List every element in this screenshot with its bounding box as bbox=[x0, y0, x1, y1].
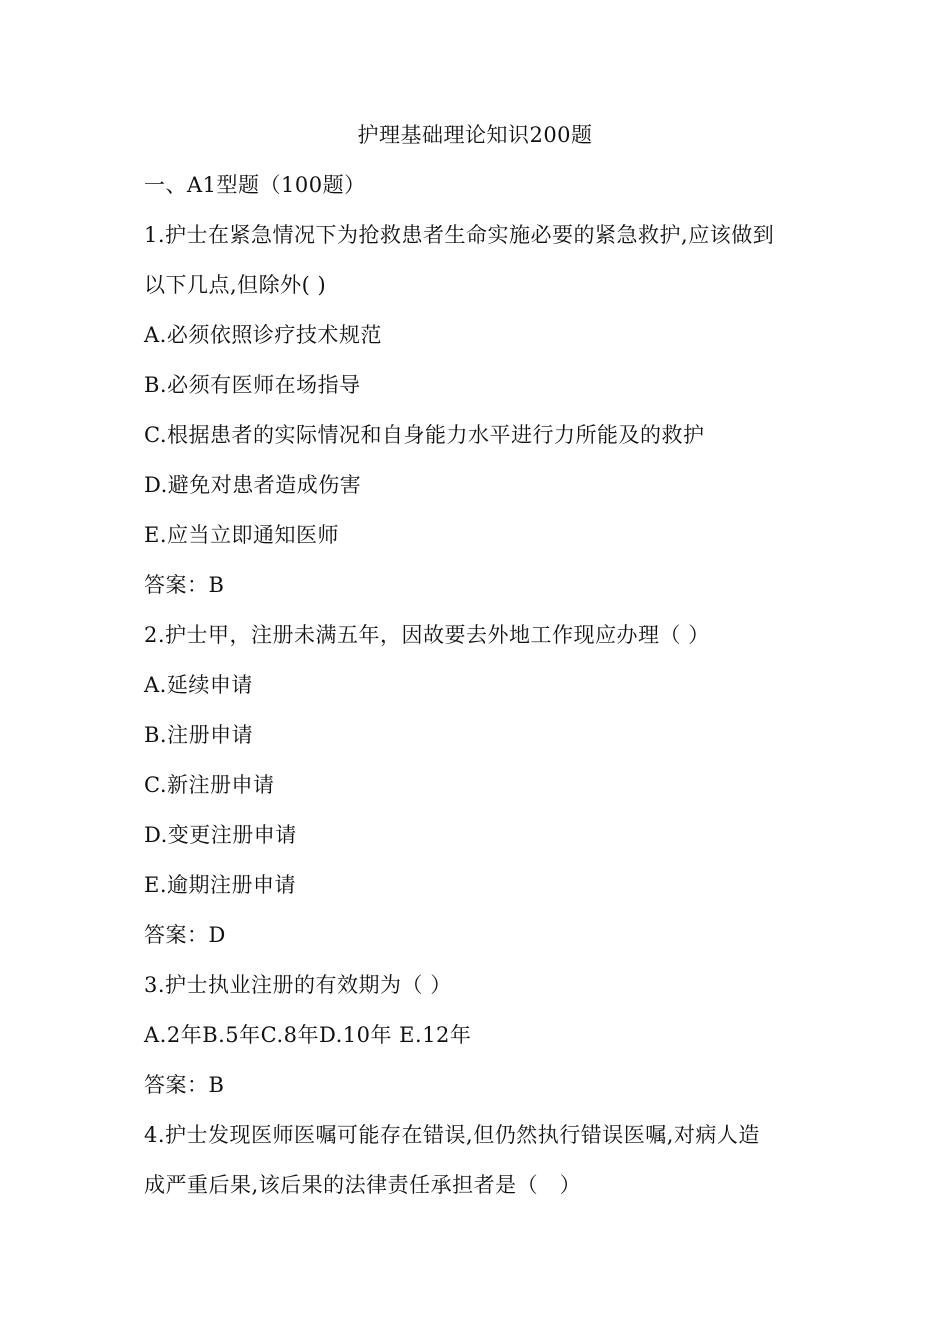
question-option: C.新注册申请 bbox=[144, 773, 275, 797]
question-option: C.根据患者的实际情况和自身能力水平进行力所能及的救护 bbox=[144, 423, 705, 447]
question-option: B.注册申请 bbox=[144, 723, 254, 747]
question-option: E.逾期注册申请 bbox=[144, 873, 297, 897]
document-body bbox=[144, 170, 824, 1220]
question-stem-line: 2.护士甲，注册未满五年，因故要去外地工作现应办理（ ） bbox=[144, 623, 710, 647]
question-stem-line: 3.护士执业注册的有效期为（ ） bbox=[144, 973, 452, 997]
question-stem-line: 成严重后果,该后果的法律责任承担者是（ ） bbox=[144, 1173, 582, 1197]
document-title: 护理基础理论知识200题 bbox=[357, 123, 593, 147]
section-heading: 一、A1型题（100题） bbox=[144, 173, 366, 197]
question-option: A.延续申请 bbox=[144, 673, 253, 697]
question-answer: 答案：D bbox=[144, 923, 226, 947]
question-answer: 答案：B bbox=[144, 1073, 225, 1097]
question-option: E.应当立即通知医师 bbox=[144, 523, 340, 547]
question-option: D.变更注册申请 bbox=[144, 823, 297, 847]
question-option: A.2年B.5年C.8年D.10年 E.12年 bbox=[144, 1023, 472, 1047]
question-option: D.避免对患者造成伤害 bbox=[144, 473, 362, 497]
question-option: A.必须依照诊疗技术规范 bbox=[144, 323, 382, 347]
question-stem-line: 4.护士发现医师医嘱可能存在错误,但仍然执行错误医嘱,对病人造 bbox=[144, 1123, 760, 1147]
question-stem-line: 以下几点,但除外( ) bbox=[144, 273, 327, 297]
question-option: B.必须有医师在场指导 bbox=[144, 373, 361, 397]
question-answer: 答案：B bbox=[144, 573, 225, 597]
question-stem-line: 1.护士在紧急情况下为抢救患者生命实施必要的紧急救护,应该做到 bbox=[144, 223, 775, 247]
